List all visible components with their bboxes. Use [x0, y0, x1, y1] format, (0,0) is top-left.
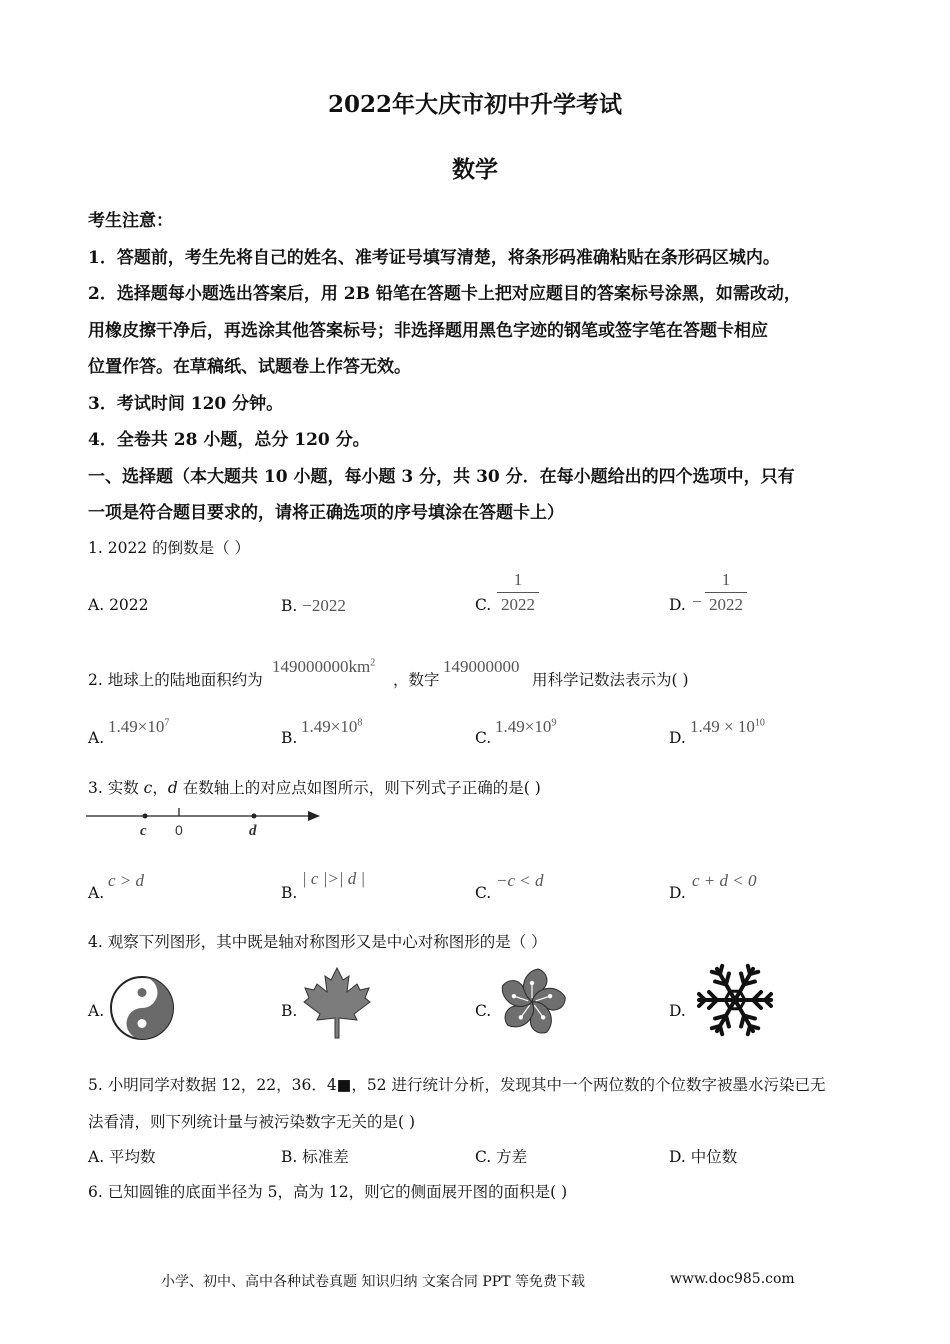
q1-option-c-denominator: 2022 — [501, 595, 535, 614]
q5-stem-line-2: 法看清，则下列统计量与被污染数字无关的是( ) — [88, 1113, 416, 1131]
q6-stem: 6. 已知圆锥的底面半径为 5，高为 12，则它的侧面展开图的面积是( ) — [88, 1183, 568, 1201]
q2-option-c-exponent: 9 — [551, 717, 557, 729]
q2-number: 149000000 — [443, 657, 520, 676]
footer-url[interactable]: www.doc985.com — [670, 1271, 795, 1287]
q2-stem-part-1: 2. 地球上的陆地面积约为 — [88, 671, 263, 689]
q1-option-b-value: −2022 — [302, 596, 346, 615]
q5-option-a: A. 平均数 — [88, 1148, 156, 1166]
q2-option-c-value: 1.49×10 — [495, 717, 552, 736]
q2-option-d-exponent: 10 — [754, 717, 765, 729]
q2-area-value: 149000000km — [272, 657, 371, 676]
q1-option-b-label: B. — [281, 597, 303, 615]
section-heading-line-2: 一项是符合题目要求的，请将正确选项的序号填涂在答题卡上） — [88, 503, 564, 523]
q4-option-d-label: D. — [669, 1002, 686, 1020]
notice-item-3: 3．考试时间 120 分钟。 — [88, 394, 284, 414]
q3-stem-comma: ， — [152, 779, 168, 797]
q2-option-c — [495, 717, 556, 737]
q5-option-b: B. 标准差 — [281, 1148, 349, 1166]
q1-option-c-label: C. — [475, 596, 492, 614]
q2-option-d-value: 1.49 × 10 — [690, 717, 755, 736]
q1-option-b — [281, 596, 346, 616]
notice-item-2-line-2: 用橡皮擦干净后，再选涂其他答案标号；非选择题用黑色字迹的钢笔或签字笔在答题卡相应 — [88, 321, 768, 341]
q2-option-a — [108, 717, 169, 737]
q4-stem: 4. 观察下列图形，其中既是轴对称图形又是中心对称图形的是（ ） — [88, 933, 547, 951]
snowflake-icon — [694, 962, 776, 1038]
q2-option-d-label: D. — [669, 729, 686, 747]
q5-option-c: C. 方差 — [475, 1148, 528, 1166]
q2-area-exponent: 2 — [370, 657, 376, 669]
q1-option-a-label: A. — [88, 596, 110, 614]
notice-heading: 考生注意： — [88, 211, 173, 231]
q3-option-b-label: B. — [281, 884, 298, 902]
q3-stem-part-2: 在数轴上的对应点如图所示，则下列式子正确的是( ) — [177, 779, 541, 797]
q1-option-a-value: 2022 — [109, 596, 149, 614]
q3-option-a-label: A. — [88, 884, 105, 902]
q3-option-a: c > d — [108, 871, 145, 890]
point-d-label: d — [249, 823, 257, 839]
point-c — [143, 814, 148, 819]
q1-option-a — [88, 596, 149, 614]
q2-stem-part-2: ，数字 — [393, 671, 440, 689]
q3-stem — [88, 776, 541, 798]
q3-option-d-label: D. — [669, 884, 686, 902]
q1-option-c-fraction — [497, 570, 539, 615]
zero-label: 0 — [175, 822, 183, 838]
notice-item-4: 4．全卷共 28 小题，总分 120 分。 — [88, 430, 370, 450]
q4-option-c-label: C. — [475, 1002, 492, 1020]
q1-option-d-sign: − — [692, 592, 702, 611]
notice-item-1: 1．答题前，考生先将自己的姓名、准考证号填写清楚，将条形码准确粘贴在条形码区城内。 — [88, 248, 780, 268]
q2-option-c-label: C. — [475, 729, 492, 747]
number-line-arrow — [308, 811, 320, 821]
q4-option-b-label: B. — [281, 1002, 298, 1020]
q3-stem-part-1: 3. 实数 — [88, 779, 144, 797]
q2-option-a-exponent: 7 — [164, 717, 170, 729]
point-c-label: c — [140, 823, 147, 839]
q1-option-d-fraction — [705, 570, 747, 615]
q1-option-d-denominator: 2022 — [709, 595, 743, 614]
q2-option-a-label: A. — [88, 729, 105, 747]
footer-text: 小学、初中、高中各种试卷真题 知识归纳 文案合同 PPT 等免费下载 — [161, 1274, 585, 1290]
q1-option-c-numerator: 1 — [513, 570, 523, 589]
q3-variable-d: d — [167, 779, 178, 797]
q2-option-b-exponent: 8 — [357, 717, 363, 729]
q2-option-a-value: 1.49×10 — [108, 717, 165, 736]
q3-option-b: | c |>| d | — [302, 869, 366, 888]
q1-option-d-numerator: 1 — [721, 570, 731, 589]
q5-option-d: D. 中位数 — [669, 1148, 738, 1166]
q1-option-d-label: D. — [669, 596, 686, 614]
number-line-figure — [86, 805, 326, 845]
exam-title: 2022年大庆市初中升学考试 — [327, 91, 622, 118]
q4-option-a-label: A. — [88, 1002, 105, 1020]
maple-leaf-icon — [302, 966, 372, 1040]
section-heading-line-1: 一、选择题（本大题共 10 小题，每小题 3 分，共 30 分．在每小题给出的四个选项中，只有 — [88, 467, 795, 487]
q2-option-b-value: 1.49×10 — [301, 717, 358, 736]
notice-item-2-line-3: 位置作答。在草稿纸、试题卷上作答无效。 — [88, 357, 411, 377]
fraction-bar — [705, 592, 747, 593]
fraction-bar — [497, 592, 539, 593]
q3-variable-c: c — [143, 779, 153, 797]
notice-item-2-line-1: 2．选择题每小题选出答案后，用 2B 铅笔在答题卡上把对应题目的答案标号涂黑，如需改动， — [88, 284, 801, 304]
q2-option-b — [301, 717, 362, 737]
yin-yang-icon — [109, 975, 175, 1041]
q3-option-d: c + d < 0 — [692, 871, 757, 890]
q2-stem-part-3: 用科学记数法表示为( ) — [532, 671, 689, 689]
q2-option-b-label: B. — [281, 729, 298, 747]
q2-option-d — [690, 717, 765, 737]
subject-title: 数学 — [452, 156, 498, 183]
q3-option-c-label: C. — [475, 884, 492, 902]
q3-option-c: −c < d — [496, 871, 544, 890]
q2-area — [272, 657, 375, 677]
point-d — [252, 814, 257, 819]
bauhinia-flower-icon — [496, 966, 568, 1038]
q5-stem-line-1: 5. 小明同学对数据 12，22，36．4■，52 进行统计分析，发现其中一个两位数的个位数字被墨水污染已无 — [88, 1076, 826, 1094]
q1-stem: 1. 2022 的倒数是（ ） — [88, 539, 251, 557]
